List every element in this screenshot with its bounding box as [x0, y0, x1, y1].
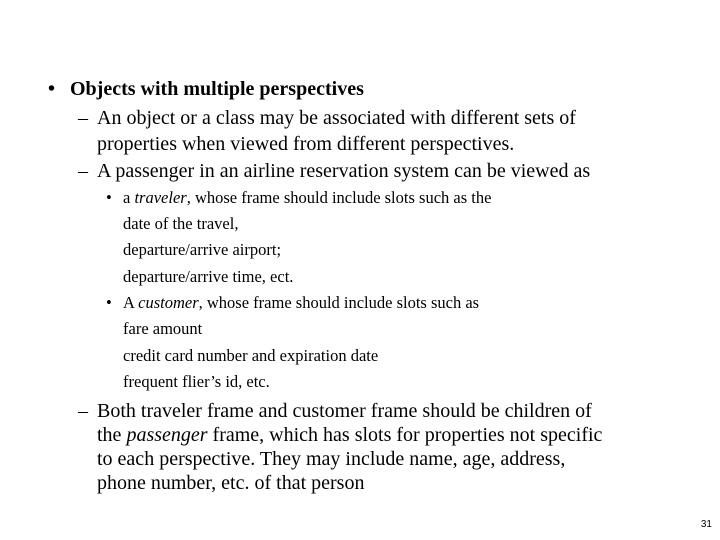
- point1-line2: properties when viewed from different perspectives.: [97, 133, 515, 155]
- point1-dash: –: [78, 107, 88, 129]
- customer-term: customer: [138, 293, 199, 312]
- customer-bullet: •: [106, 293, 112, 312]
- heading-bullet: •: [48, 78, 56, 100]
- customer-slot: credit card number and expiration date: [123, 346, 379, 365]
- customer-slot: frequent flier’s id, etc.: [123, 372, 270, 391]
- point1-line1: An object or a class may be associated with different sets of: [97, 107, 576, 129]
- customer-suffix: , whose frame should include slots such as: [198, 293, 480, 312]
- traveler-slot: departure/arrive time, ect.: [123, 267, 294, 286]
- point3-line2-term: passenger: [126, 424, 208, 446]
- point3-dash: –: [78, 400, 88, 422]
- traveler-slot: date of the travel,: [123, 214, 239, 233]
- page-number: 31: [700, 519, 712, 530]
- point2-dash: –: [78, 160, 88, 182]
- point2-line1: A passenger in an airline reservation system can be viewed as: [97, 160, 591, 182]
- traveler-term: traveler: [134, 188, 187, 207]
- traveler-bullet: •: [106, 188, 112, 207]
- traveler-suffix: , whose frame should include slots such as the: [186, 188, 492, 207]
- slide-heading: Objects with multiple perspectives: [70, 78, 364, 100]
- customer-line: [123, 293, 479, 313]
- point3-line3: to each perspective. They may include name, age, address,: [97, 448, 566, 470]
- traveler-prefix: a: [123, 188, 135, 207]
- customer-slot: fare amount: [123, 319, 203, 338]
- point3-line2-suffix: frame, which has slots for properties not specific: [207, 424, 603, 446]
- traveler-line: [123, 188, 491, 208]
- customer-prefix: A: [123, 293, 139, 312]
- point3-line1: Both traveler frame and customer frame should be children of: [97, 400, 592, 422]
- traveler-slot: departure/arrive airport;: [123, 240, 282, 259]
- point3-line2-prefix: the: [97, 424, 127, 446]
- point3-line4: phone number, etc. of that person: [97, 472, 365, 494]
- point3-line2: [97, 424, 602, 447]
